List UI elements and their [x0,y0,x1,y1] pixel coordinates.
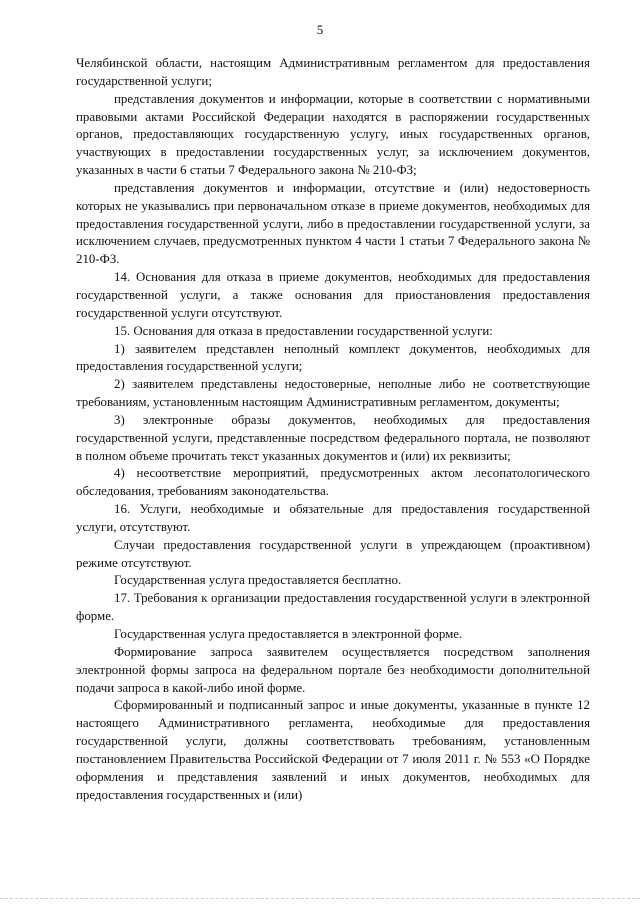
paragraph-8: 3) электронные образы документов, необходимых для предоставления государственной услуги, представленные посредством федерального портала, не позволяют в полном объеме прочитать текст указанных документов и (или) их реквизиты; [76,412,590,463]
document-body [76,55,590,804]
paragraph-14: Государственная услуга предоставляется в электронной форме. [114,627,463,641]
paragraph-13: 17. Требования к организации предоставления государственной услуги в электронной форме. [76,591,590,624]
paragraph-11: Случаи предоставления государственной услуги в упреждающем (проактивном) режиме отсутствуют. [76,537,590,570]
paragraph-15: Формирование запроса заявителем осуществляется посредством заполнения электронной формы запроса на федеральном портале без необходимости дополнительной подачи запроса в какой-либо иной форме. [76,644,590,695]
page-number: 5 [316,22,324,37]
paragraph-7: 2) заявителем представлены недостоверные, неполные либо не соответствующие требованиям, установленным настоящим Административным регламентом, документы; [76,377,590,410]
paragraph-6: 1) заявителем представлен неполный комплект документов, необходимых для предоставления государственной услуги; [76,341,590,374]
paragraph-2: представления документов и информации, которые в соответствии с нормативными правовыми актами Российской Федерации находятся в распоряжении государственных органов, предоставляющих государственную услугу, иных государственных органов, участвующих в предоставлении государственных услуг, за исключением документов, указанных в части 6 статьи 7 Федерального закона № 210-ФЗ; [76,91,590,178]
paragraph-10: 16. Услуги, необходимые и обязательные для предоставления государственной услуги, отсутствуют. [76,502,590,534]
scan-bottom-edge [0,898,640,905]
paragraph-1: Челябинской области, настоящим Административным регламентом для предоставления государственной услуги; [76,56,590,88]
paragraph-16: Сформированный и подписанный запрос и иные документы, указанные в пункте 12 настоящего Административного регламента, необходимые для предоставления государственной услуги, должны соответствовать требованиям, установленным постановлением Правительства Российской Федерации от 7 июля 2011 г. № 553 «О Порядке оформления и представления заявлений и иных документов, необходимых для предоставления государственных и (или) [76,698,590,802]
paragraph-5: 15. Основания для отказа в предоставлении государственной услуги: [114,323,493,338]
paragraph-12: Государственная услуга предоставляется бесплатно. [114,573,402,588]
paragraph-9: 4) несоответствие мероприятий, предусмотренных актом лесопатологического обследования, требованиям законодательства. [76,466,590,499]
paragraph-4: 14. Основания для отказа в приеме документов, необходимых для предоставления государственной услуги, а также основания для приостановления предоставления государственной услуги отсутствуют. [76,270,590,320]
paragraph-3: представления документов и информации, отсутствие и (или) недостоверность которых не указывались при первоначальном отказе в приеме документов, необходимых для предоставления государственной услуги, либо в предоставлении государственной услуги, за исключением случаев, предусмотренных пунктом 4 части 1 статьи 7 Федерального закона № 210-ФЗ. [76,180,590,267]
